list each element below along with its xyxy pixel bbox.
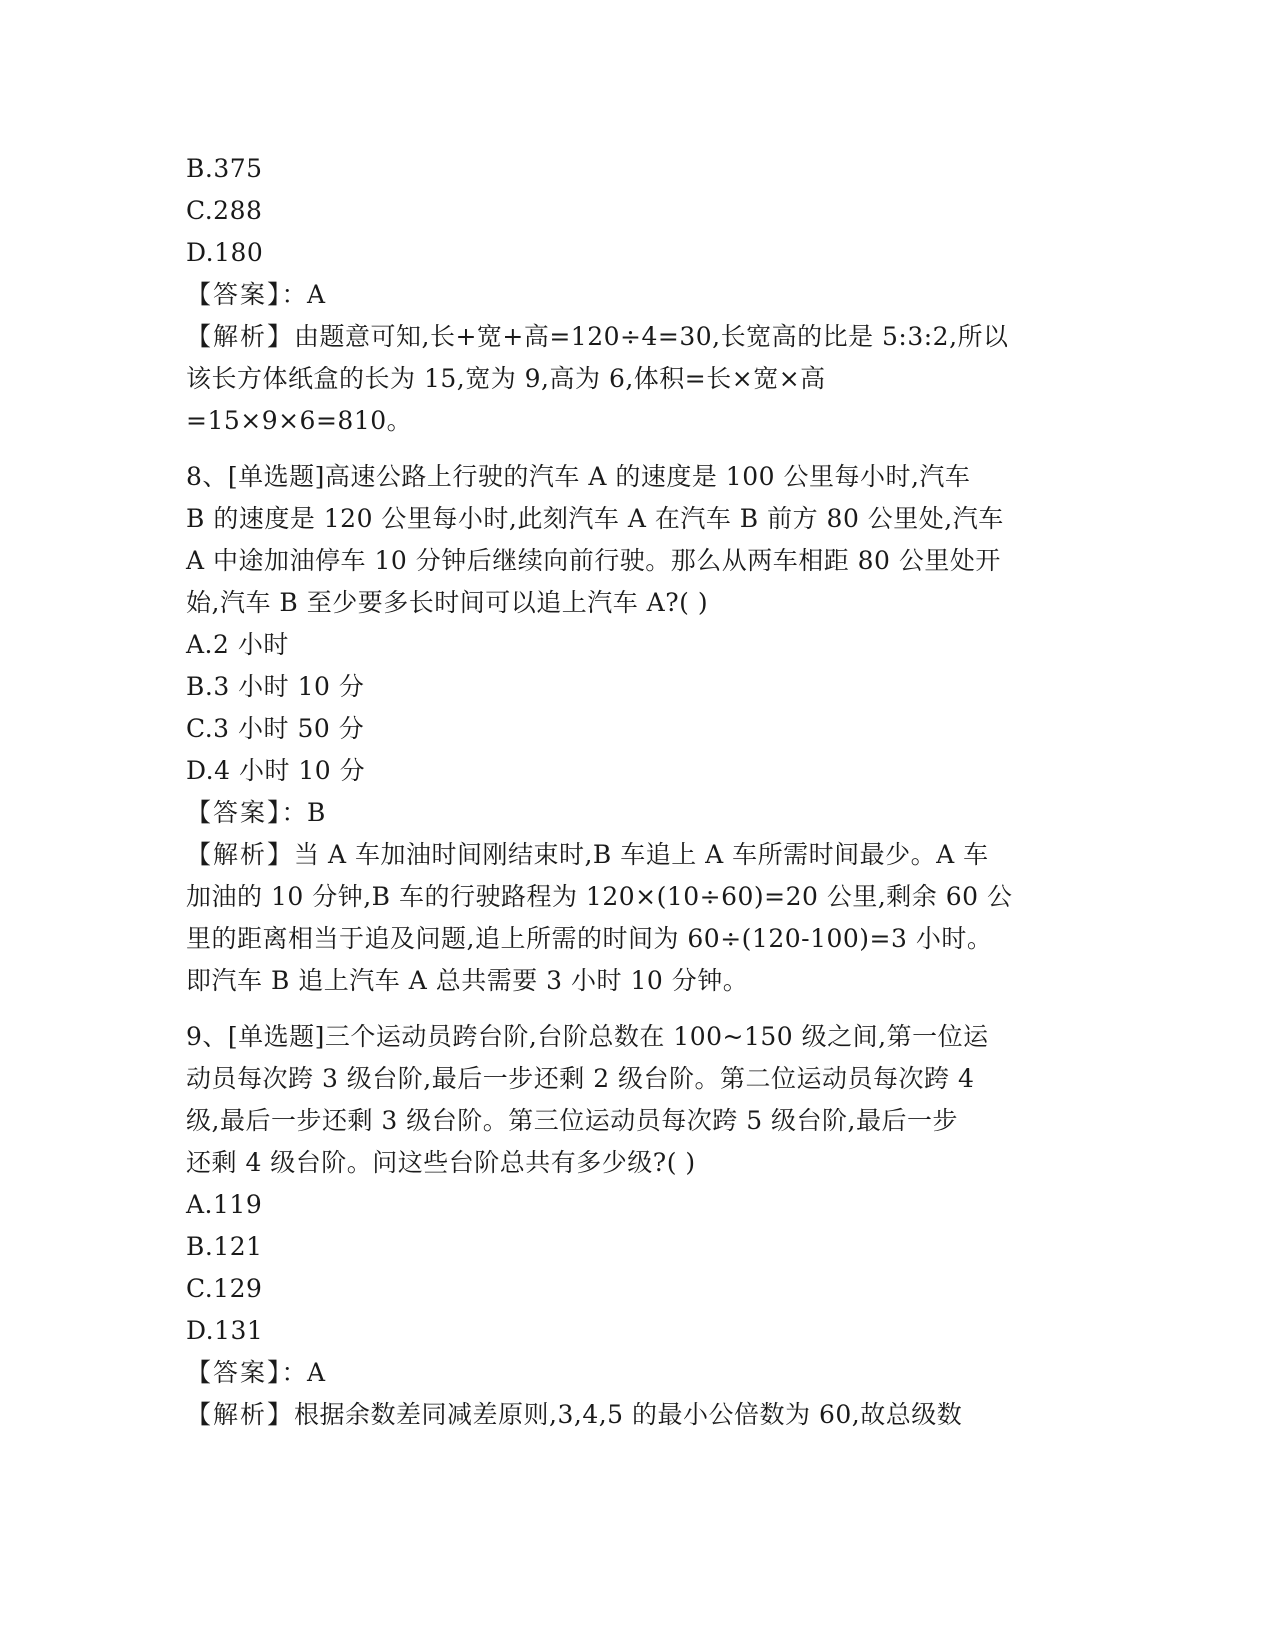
q8-analysis-text-1: 当 A 车加油时间刚结束时,B 车追上 A 车所需时间最少。A 车 [294,840,989,869]
q7-option-d: D.180 [186,238,264,267]
q9-option-d: D.131 [186,1316,264,1345]
q9-option-b: B.121 [186,1232,263,1261]
q9-analysis-label: 【解析】 [186,1400,295,1429]
q9-answer-value: ：A [281,1358,326,1387]
q8-analysis-line-4: 即汽车 B 追上汽车 A 总共需要 3 小时 10 分钟。 [186,966,749,995]
q7-analysis-label: 【解析】 [186,322,295,351]
q8-answer-value: ：B [281,798,326,827]
q8-analysis-label: 【解析】 [186,840,295,869]
q8-answer-label: 【答案】 [186,798,282,827]
q9-option-c: C.129 [186,1274,263,1303]
q8-option-d: D.4 小时 10 分 [186,756,366,785]
q7-option-b: B.375 [186,154,263,183]
question-7-tail [186,148,1076,442]
document-content [186,148,1076,1436]
q9-analysis-text-1: 根据余数差同减差原则,3,4,5 的最小公倍数为 60,故总级数 [294,1400,963,1429]
q7-analysis-text-1: 由题意可知,长+宽+高=120÷4=30,长宽高的比是 5:3:2,所以 [294,322,1009,351]
q7-option-c: C.288 [186,196,263,225]
q9-answer [186,1352,1076,1394]
q8-answer [186,792,1076,834]
q8-question-line-4: 始,汽车 B 至少要多长时间可以追上汽车 A?( ) [186,588,709,617]
q9-question-line-4: 还剩 4 级台阶。问这些台阶总共有多少级?( ) [186,1148,696,1177]
q8-analysis-line-2: 加油的 10 分钟,B 车的行驶路程为 120×(10÷60)=20 公里,剩余 60 公 [186,882,1013,911]
q9-question-line-1: 9、[单选题]三个运动员跨台阶,台阶总数在 100~150 级之间,第一位运 [186,1022,989,1051]
q7-answer [186,274,1076,316]
question-8 [186,456,1076,1002]
q9-question-line-2: 动员每次跨 3 级台阶,最后一步还剩 2 级台阶。第二位运动员每次跨 4 [186,1064,975,1093]
q7-answer-label: 【答案】 [186,280,282,309]
q8-question-line-1: 8、[单选题]高速公路上行驶的汽车 A 的速度是 100 公里每小时,汽车 [186,462,971,491]
q8-analysis-line-3: 里的距离相当于追及问题,追上所需的时间为 60÷(120-100)=3 小时。 [186,924,993,953]
q8-option-a: A.2 小时 [186,630,289,659]
q8-option-c: C.3 小时 50 分 [186,714,365,743]
q9-question-line-3: 级,最后一步还剩 3 级台阶。第三位运动员每次跨 5 级台阶,最后一步 [186,1106,958,1135]
q8-option-b: B.3 小时 10 分 [186,672,365,701]
q8-analysis-line-1 [186,834,1076,876]
q9-answer-label: 【答案】 [186,1358,282,1387]
q7-answer-value: ：A [281,280,326,309]
q7-analysis-line-2: 该长方体纸盒的长为 15,宽为 9,高为 6,体积=长×宽×高 [186,364,826,393]
question-9 [186,1016,1076,1436]
q9-option-a: A.119 [186,1190,263,1219]
q7-analysis-line-3: =15×9×6=810。 [186,406,413,435]
q8-question-line-2: B 的速度是 120 公里每小时,此刻汽车 A 在汽车 B 前方 80 公里处,汽车 [186,504,1004,533]
q8-question-line-3: A 中途加油停车 10 分钟后继续向前行驶。那么从两车相距 80 公里处开 [186,546,1001,575]
q9-analysis-line-1 [186,1394,1076,1436]
q7-analysis-line-1 [186,316,1076,358]
